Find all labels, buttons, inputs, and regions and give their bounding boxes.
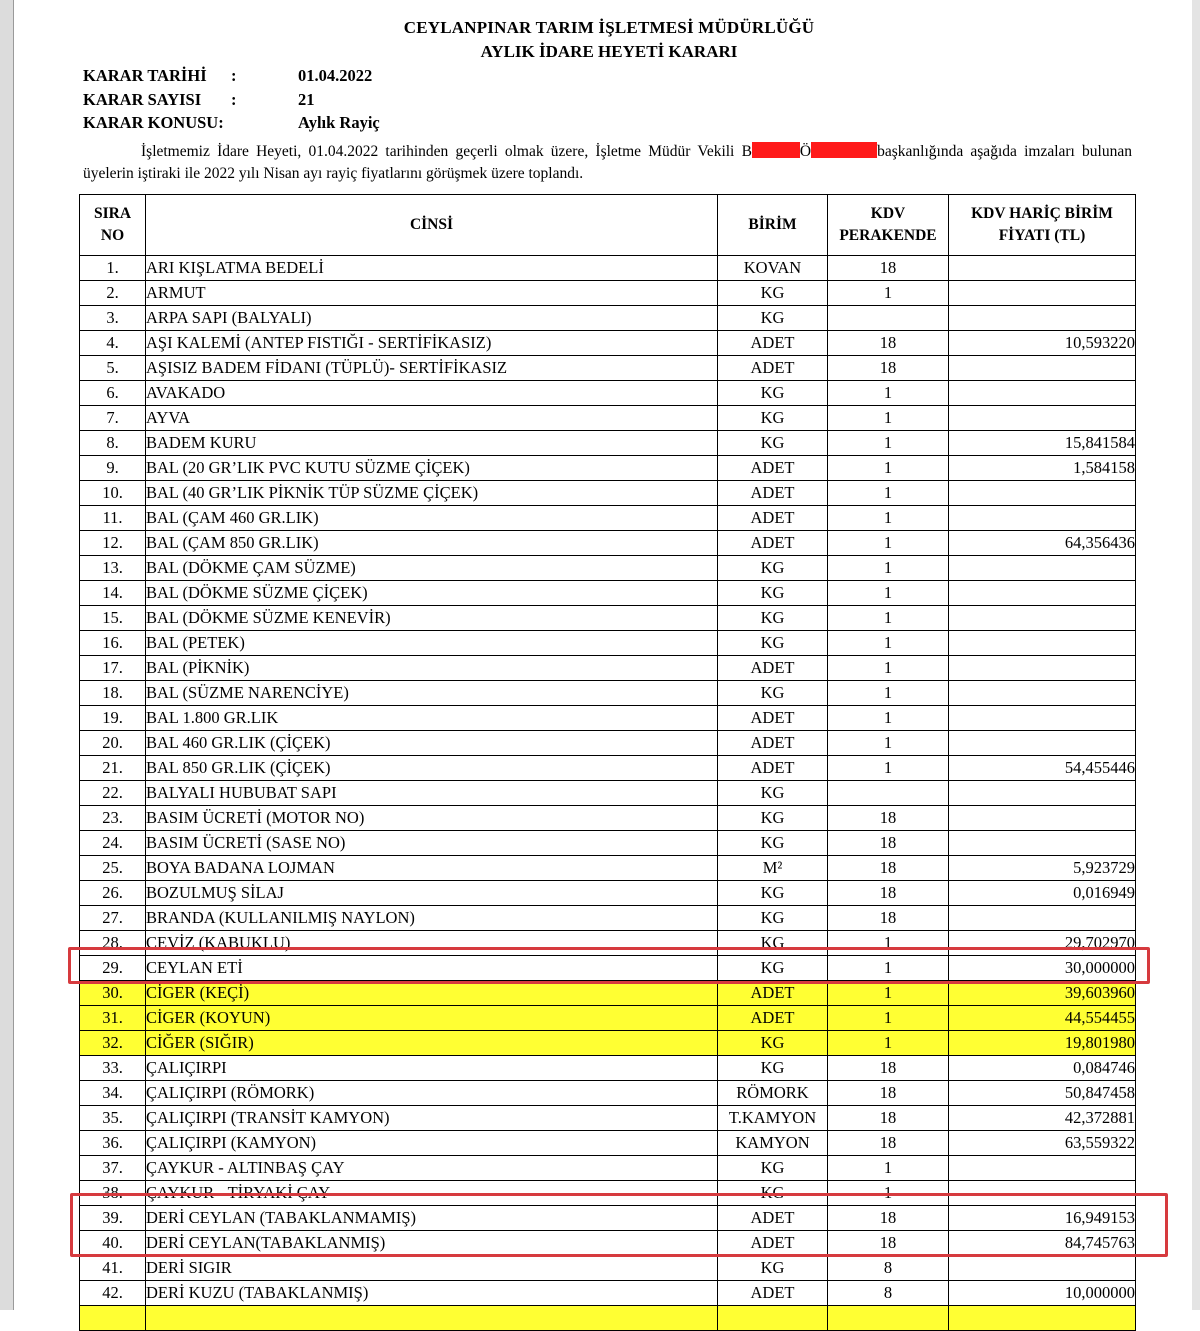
table-row	[80, 756, 1136, 781]
intro-text-3: başkanlığında aşağıda imzaları bulunan üyelerin iştiraki ile 2022 yılı Nisan ayı rayiç fiyatlarını görüşmek üzere toplandı.	[83, 143, 1132, 182]
item-unit: ADET	[718, 506, 828, 531]
item-name: ÇALIÇIRPI (RÖMORK)	[146, 1081, 718, 1106]
item-kdv: 1	[828, 981, 949, 1006]
item-kdv	[828, 1306, 949, 1331]
item-price	[949, 831, 1136, 856]
item-price	[949, 481, 1136, 506]
row-number: 5.	[80, 356, 146, 381]
item-kdv	[828, 306, 949, 331]
item-price: 10,593220	[949, 331, 1136, 356]
item-unit: T.KAMYON	[718, 1106, 828, 1131]
price-table	[79, 194, 1136, 1331]
item-name: AŞISIZ BADEM FİDANI (TÜPLÜ)- SERTİFİKASIZ	[146, 356, 718, 381]
annotation-box-ceylan-eti	[68, 947, 1150, 984]
item-price	[949, 281, 1136, 306]
table-row	[80, 806, 1136, 831]
item-kdv: 18	[828, 1231, 949, 1256]
row-number: 25.	[80, 856, 146, 881]
row-number: 32.	[80, 1031, 146, 1056]
item-unit: ADET	[718, 981, 828, 1006]
item-price: 19,801980	[949, 1031, 1136, 1056]
row-number: 6.	[80, 381, 146, 406]
table-row	[80, 1081, 1136, 1106]
item-unit: KAMYON	[718, 1131, 828, 1156]
item-unit: KG	[718, 681, 828, 706]
item-kdv: 1	[828, 481, 949, 506]
meta-label: KARAR KONUSU:	[83, 113, 224, 132]
table-row	[80, 1106, 1136, 1131]
item-kdv: 1	[828, 1181, 949, 1206]
item-unit: KG	[718, 581, 828, 606]
item-price	[949, 906, 1136, 931]
item-price: 1,584158	[949, 456, 1136, 481]
row-number: 34.	[80, 1081, 146, 1106]
item-name: ARMUT	[146, 281, 718, 306]
item-unit: KG	[718, 781, 828, 806]
item-price	[949, 631, 1136, 656]
table-row	[80, 731, 1136, 756]
meta-label: KARAR SAYISI	[83, 90, 202, 109]
item-kdv: 18	[828, 831, 949, 856]
item-kdv: 1	[828, 1031, 949, 1056]
item-kdv: 18	[828, 1056, 949, 1081]
item-price	[949, 806, 1136, 831]
row-number: 42.	[80, 1281, 146, 1306]
item-price	[949, 731, 1136, 756]
item-price: 63,559322	[949, 1131, 1136, 1156]
row-number: 17.	[80, 656, 146, 681]
item-kdv: 1	[828, 406, 949, 431]
item-unit: ADET	[718, 356, 828, 381]
redaction-mark	[752, 142, 800, 158]
meta-colon: :	[231, 66, 237, 85]
table-row	[80, 431, 1136, 456]
item-unit: KOVAN	[718, 256, 828, 281]
table-row	[80, 381, 1136, 406]
item-price: 16,949153	[949, 1206, 1136, 1231]
item-unit: ADET	[718, 456, 828, 481]
table-row	[80, 631, 1136, 656]
item-price: 39,603960	[949, 981, 1136, 1006]
item-name	[146, 1306, 718, 1331]
item-name: CEVİZ (KABUKLU)	[146, 931, 718, 956]
item-unit: ADET	[718, 1281, 828, 1306]
item-unit: KG	[718, 956, 828, 981]
item-name: ÇALIÇIRPI	[146, 1056, 718, 1081]
table-row	[80, 406, 1136, 431]
item-unit: KG	[718, 1256, 828, 1281]
item-kdv: 8	[828, 1256, 949, 1281]
item-name: BOYA BADANA LOJMAN	[146, 856, 718, 881]
item-name: ÇAYKUR - ALTINBAŞ ÇAY	[146, 1156, 718, 1181]
item-kdv: 1	[828, 456, 949, 481]
table-row	[80, 481, 1136, 506]
item-unit: KG	[718, 1181, 828, 1206]
viewer-left-frame-edge	[13, 0, 14, 1310]
item-name: BAL (40 GR’LIK PİKNİK TÜP SÜZME ÇİÇEK)	[146, 481, 718, 506]
item-name: DERİ CEYLAN (TABAKLANMAMIŞ)	[146, 1206, 718, 1231]
item-kdv	[828, 781, 949, 806]
item-price	[949, 581, 1136, 606]
item-name: ÇALIÇIRPI (KAMYON)	[146, 1131, 718, 1156]
row-number: 3.	[80, 306, 146, 331]
table-row	[80, 856, 1136, 881]
table-row	[80, 606, 1136, 631]
row-number: 41.	[80, 1256, 146, 1281]
table-row	[80, 1306, 1136, 1331]
item-price: 54,455446	[949, 756, 1136, 781]
item-unit: KG	[718, 906, 828, 931]
item-name: BALYALI HUBUBAT SAPI	[146, 781, 718, 806]
item-name: BASIM ÜCRETİ (SASE NO)	[146, 831, 718, 856]
item-unit: ADET	[718, 756, 828, 781]
item-name: BAL 850 GR.LIK (ÇİÇEK)	[146, 756, 718, 781]
item-unit	[718, 1306, 828, 1331]
item-name: CİĞER (SIĞIR)	[146, 1031, 718, 1056]
item-price	[949, 256, 1136, 281]
row-number: 12.	[80, 531, 146, 556]
table-row	[80, 1256, 1136, 1281]
item-unit: ADET	[718, 531, 828, 556]
item-unit: KG	[718, 381, 828, 406]
row-number: 22.	[80, 781, 146, 806]
item-unit: KG	[718, 281, 828, 306]
row-number: 29.	[80, 956, 146, 981]
item-unit: KG	[718, 1031, 828, 1056]
item-kdv: 1	[828, 1156, 949, 1181]
row-number: 21.	[80, 756, 146, 781]
row-number: 24.	[80, 831, 146, 856]
row-number: 38.	[80, 1181, 146, 1206]
row-number: 15.	[80, 606, 146, 631]
item-name: BAL (ÇAM 850 GR.LIK)	[146, 531, 718, 556]
item-name: CEYLAN ETİ	[146, 956, 718, 981]
item-price	[949, 306, 1136, 331]
table-row	[80, 1056, 1136, 1081]
item-name: BAL (PETEK)	[146, 631, 718, 656]
item-price	[949, 681, 1136, 706]
item-kdv: 1	[828, 281, 949, 306]
row-number: 40.	[80, 1231, 146, 1256]
item-unit: KG	[718, 806, 828, 831]
meta-label: KARAR TARİHİ	[83, 66, 207, 85]
item-unit: KG	[718, 606, 828, 631]
table-row	[80, 656, 1136, 681]
item-kdv: 1	[828, 606, 949, 631]
item-kdv: 1	[828, 681, 949, 706]
row-number: 20.	[80, 731, 146, 756]
item-unit: RÖMORK	[718, 1081, 828, 1106]
item-kdv: 1	[828, 631, 949, 656]
table-row	[80, 556, 1136, 581]
item-unit: KG	[718, 881, 828, 906]
intro-text-2: Ö	[799, 143, 812, 160]
item-kdv: 1	[828, 1006, 949, 1031]
item-kdv: 1	[828, 506, 949, 531]
document-subtitle: AYLIK İDARE HEYETİ KARARI	[480, 42, 738, 61]
table-row	[80, 781, 1136, 806]
item-price	[949, 1256, 1136, 1281]
table-row	[80, 356, 1136, 381]
item-name: CİGER (KEÇİ)	[146, 981, 718, 1006]
table-row	[80, 331, 1136, 356]
table-row	[80, 981, 1136, 1006]
item-price: 0,016949	[949, 881, 1136, 906]
item-price: 29,702970	[949, 931, 1136, 956]
item-unit: KG	[718, 931, 828, 956]
item-name: BADEM KURU	[146, 431, 718, 456]
table-row	[80, 281, 1136, 306]
table-row	[80, 881, 1136, 906]
item-price	[949, 606, 1136, 631]
row-number: 27.	[80, 906, 146, 931]
item-name: BAL 1.800 GR.LIK	[146, 706, 718, 731]
redaction-mark	[811, 142, 877, 158]
item-kdv: 1	[828, 956, 949, 981]
item-kdv: 18	[828, 856, 949, 881]
table-row	[80, 906, 1136, 931]
row-number: 4.	[80, 331, 146, 356]
item-price	[949, 356, 1136, 381]
item-price: 15,841584	[949, 431, 1136, 456]
document-title: CEYLANPINAR TARIM İŞLETMESİ MÜDÜRLÜĞÜ	[403, 18, 815, 37]
item-kdv: 1	[828, 706, 949, 731]
item-unit: KG	[718, 406, 828, 431]
annotation-box-deri-ceylan	[70, 1193, 1168, 1257]
item-unit: KG	[718, 631, 828, 656]
item-price: 5,923729	[949, 856, 1136, 881]
item-price	[949, 506, 1136, 531]
item-kdv: 18	[828, 1131, 949, 1156]
item-name: BAL (DÖKME SÜZME KENEVİR)	[146, 606, 718, 631]
row-number	[80, 1306, 146, 1331]
row-number: 39.	[80, 1206, 146, 1231]
item-name: BAL (20 GR’LIK PVC KUTU SÜZME ÇİÇEK)	[146, 456, 718, 481]
item-name: BRANDA (KULLANILMIŞ NAYLON)	[146, 906, 718, 931]
item-kdv: 1	[828, 931, 949, 956]
item-kdv: 1	[828, 556, 949, 581]
item-price: 44,554455	[949, 1006, 1136, 1031]
row-number: 7.	[80, 406, 146, 431]
item-unit: ADET	[718, 706, 828, 731]
table-row	[80, 581, 1136, 606]
item-name: BAL (DÖKME SÜZME ÇİÇEK)	[146, 581, 718, 606]
row-number: 16.	[80, 631, 146, 656]
item-price	[949, 656, 1136, 681]
item-name: BAL (PİKNİK)	[146, 656, 718, 681]
item-name: BAL 460 GR.LIK (ÇİÇEK)	[146, 731, 718, 756]
row-number: 31.	[80, 1006, 146, 1031]
row-number: 9.	[80, 456, 146, 481]
item-name: BAL (ÇAM 460 GR.LIK)	[146, 506, 718, 531]
item-unit: ADET	[718, 481, 828, 506]
item-name: DERİ SIGIR	[146, 1256, 718, 1281]
table-header-row	[80, 195, 1136, 256]
item-kdv: 18	[828, 331, 949, 356]
item-unit: ADET	[718, 331, 828, 356]
item-kdv: 18	[828, 906, 949, 931]
row-number: 10.	[80, 481, 146, 506]
row-number: 26.	[80, 881, 146, 906]
item-name: DERİ KUZU (TABAKLANMIŞ)	[146, 1281, 718, 1306]
item-unit: KG	[718, 556, 828, 581]
column-header-name: CİNSİ	[146, 195, 718, 256]
row-number: 33.	[80, 1056, 146, 1081]
table-row	[80, 306, 1136, 331]
item-kdv: 18	[828, 1106, 949, 1131]
item-kdv: 18	[828, 356, 949, 381]
table-row	[80, 681, 1136, 706]
item-price	[949, 381, 1136, 406]
item-price: 84,745763	[949, 1231, 1136, 1256]
row-number: 19.	[80, 706, 146, 731]
item-price	[949, 406, 1136, 431]
table-row	[80, 831, 1136, 856]
item-price: 42,372881	[949, 1106, 1136, 1131]
row-number: 8.	[80, 431, 146, 456]
item-name: BAL (SÜZME NARENCİYE)	[146, 681, 718, 706]
item-kdv: 1	[828, 731, 949, 756]
item-unit: ADET	[718, 656, 828, 681]
meta-colon: :	[231, 90, 237, 109]
item-unit: KG	[718, 831, 828, 856]
item-name: AVAKADO	[146, 381, 718, 406]
item-kdv: 18	[828, 806, 949, 831]
item-unit: KG	[718, 431, 828, 456]
item-unit: KG	[718, 1056, 828, 1081]
item-kdv: 1	[828, 656, 949, 681]
intro-paragraph	[83, 141, 1132, 185]
item-name: ARI KIŞLATMA BEDELİ	[146, 256, 718, 281]
column-header-price: KDV HARİÇ BİRİM FİYATI (TL)	[949, 195, 1136, 256]
intro-text-1: İşletmemiz İdare Heyeti, 01.04.2022 tarihinden geçerli olmak üzere, İşletme Müdür Vekili B	[141, 143, 752, 160]
row-number: 18.	[80, 681, 146, 706]
item-unit: KG	[718, 1156, 828, 1181]
item-name: ÇAYKUR - TİRYAKİ ÇAY	[146, 1181, 718, 1206]
item-kdv: 18	[828, 256, 949, 281]
table-row	[80, 256, 1136, 281]
row-number: 11.	[80, 506, 146, 531]
table-row	[80, 1031, 1136, 1056]
table-row	[80, 1006, 1136, 1031]
item-kdv: 1	[828, 756, 949, 781]
item-price	[949, 1306, 1136, 1331]
row-number: 14.	[80, 581, 146, 606]
item-name: BASIM ÜCRETİ (MOTOR NO)	[146, 806, 718, 831]
item-kdv: 18	[828, 881, 949, 906]
item-price	[949, 556, 1136, 581]
table-row	[80, 506, 1136, 531]
row-number: 28.	[80, 931, 146, 956]
item-kdv: 18	[828, 1206, 949, 1231]
item-kdv: 18	[828, 1081, 949, 1106]
row-number: 30.	[80, 981, 146, 1006]
row-number: 1.	[80, 256, 146, 281]
item-kdv: 1	[828, 381, 949, 406]
row-number: 23.	[80, 806, 146, 831]
meta-value: 01.04.2022	[298, 66, 373, 85]
meta-value: Aylık Rayiç	[298, 113, 380, 132]
item-unit: KG	[718, 306, 828, 331]
item-unit: ADET	[718, 731, 828, 756]
table-body	[80, 256, 1136, 1331]
item-name: AŞI KALEMİ (ANTEP FISTIĞI - SERTİFİKASIZ)	[146, 331, 718, 356]
row-number: 35.	[80, 1106, 146, 1131]
table-row	[80, 1131, 1136, 1156]
item-price	[949, 1156, 1136, 1181]
item-name: AYVA	[146, 406, 718, 431]
row-number: 37.	[80, 1156, 146, 1181]
item-unit: ADET	[718, 1231, 828, 1256]
item-name: CİGER (KOYUN)	[146, 1006, 718, 1031]
item-price: 64,356436	[949, 531, 1136, 556]
meta-value: 21	[298, 90, 315, 109]
column-header-unit: BİRİM	[718, 195, 828, 256]
table-row	[80, 1281, 1136, 1306]
viewer-left-frame	[0, 0, 14, 1310]
table-row	[80, 456, 1136, 481]
item-kdv: 1	[828, 531, 949, 556]
item-unit: ADET	[718, 1006, 828, 1031]
table-row	[80, 531, 1136, 556]
item-kdv: 1	[828, 581, 949, 606]
row-number: 13.	[80, 556, 146, 581]
item-price: 0,084746	[949, 1056, 1136, 1081]
item-unit: M²	[718, 856, 828, 881]
item-name: ARPA SAPI (BALYALI)	[146, 306, 718, 331]
item-price: 30,000000	[949, 956, 1136, 981]
item-kdv: 8	[828, 1281, 949, 1306]
item-price	[949, 706, 1136, 731]
item-price: 50,847458	[949, 1081, 1136, 1106]
item-name: BOZULMUŞ SİLAJ	[146, 881, 718, 906]
item-unit: ADET	[718, 1206, 828, 1231]
row-number: 2.	[80, 281, 146, 306]
item-name: ÇALIÇIRPI (TRANSİT KAMYON)	[146, 1106, 718, 1131]
item-name: DERİ CEYLAN(TABAKLANMIŞ)	[146, 1231, 718, 1256]
row-number: 36.	[80, 1131, 146, 1156]
item-kdv: 1	[828, 431, 949, 456]
item-name: BAL (DÖKME ÇAM SÜZME)	[146, 556, 718, 581]
table-row	[80, 706, 1136, 731]
item-price: 10,000000	[949, 1281, 1136, 1306]
column-header-no: SIRA NO	[80, 195, 146, 256]
column-header-kdv: KDV PERAKENDE	[828, 195, 949, 256]
viewer-right-frame	[1192, 0, 1200, 1310]
table-row	[80, 1156, 1136, 1181]
item-price	[949, 781, 1136, 806]
